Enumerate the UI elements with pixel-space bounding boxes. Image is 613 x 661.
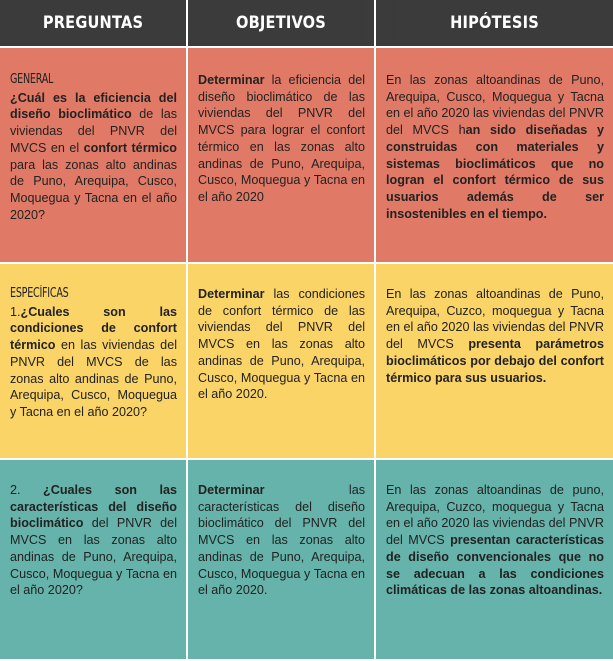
text-segment: En las zonas altoandinas de Puno, Arequipa, Cuzco, moquegua y Tacna en el año 2020 las viviendas del PNVR del MVCS — [386, 287, 604, 352]
text-segment: 1. — [10, 304, 21, 319]
pregunta-text — [0, 264, 186, 427]
text-segment: 2. — [10, 483, 44, 497]
bold-text-segment: Determinar — [198, 483, 265, 497]
header-hipotesis-cell — [376, 0, 613, 48]
bold-text-segment: Determinar — [198, 73, 265, 87]
text-segment: las características del diseño bioclimático del PNVR del MVCS en las zonas alto andinas de Puno, Arequipa, Cusco, Moquegua y Tacna en el año 2020. — [198, 483, 365, 598]
row-especificas-1-pregunta — [0, 264, 188, 460]
bold-text-segment: Determinar — [198, 287, 265, 301]
bold-text-segment: ¿Cuál es la eficiencia del diseño bioclimático — [10, 90, 177, 122]
hipotesis-text — [376, 48, 613, 228]
row-especificas-2-pregunta — [0, 460, 188, 661]
bold-text-segment: ¿Cuales son las condiciones de confort térmico — [10, 304, 177, 353]
text-segment: para las zonas alto andinas de Puno, Arequipa, Cusco, Moquegua y Tacna en el año 2020? — [10, 157, 177, 222]
row-general-pregunta — [0, 48, 188, 264]
bold-text-segment: presenta parámetros bioclimáticos por debajo del confort térmico para sus usuarios. — [386, 337, 604, 385]
text-segment: En las zonas altoandinas de Puno, Arequipa, Cusco, Moquegua y Tacna en el año 2020 las viviendas del PNVR del MVCS h — [386, 73, 604, 138]
objetivo-text — [188, 460, 374, 605]
objetivo-text — [188, 264, 374, 409]
text-segment: la eficiencia del diseño bioclimático de las viviendas del PNVR del MVCS para lograr el confort térmico en las zonas alto andinas de Puno, Arequipa, Cusco, Moquegua y Tacna en el año 2020 — [198, 73, 365, 204]
hipotesis-text — [376, 460, 613, 605]
row-especificas-1-objetivo — [188, 264, 376, 460]
text-segment: del PNVR del MVCS en las zonas alto andinas de Puno, Arequipa, Cusco, Moquegua y Tacna en el año 2020? — [10, 516, 177, 598]
bold-text-segment: presentan características de diseño convencionales que no se adecuan a las condiciones climáticas de las zonas altoandinas. — [386, 533, 604, 598]
text-segment: En las zonas altoandinas de puno, Arequipa, Cuzco, moquegua y Tacna en el año 2020 las viviendas del PNVR del MVCS — [386, 483, 604, 548]
bold-text-segment: an sido diseñadas y construidas con materiales y sistemas bioclimáticos que no logran el confort térmico de sus usuarios además de ser insostenibles en el tiempo. — [386, 123, 604, 221]
bold-text-segment: ¿Cuales son las características del diseño bioclimático — [10, 483, 177, 531]
header-preguntas: PREGUNTAS — [13, 0, 173, 46]
row-general-objetivo — [188, 48, 376, 264]
header-objetivos-cell — [188, 0, 376, 48]
row-especificas-1-hipotesis — [376, 264, 613, 460]
header-hipotesis: HIPÓTESIS — [393, 0, 597, 46]
objetivo-text — [188, 48, 374, 212]
pregunta-text — [0, 460, 186, 605]
bold-text-segment: confort térmico — [83, 140, 177, 155]
header-preguntas-cell — [0, 0, 188, 48]
row-especificas-2-objetivo — [188, 460, 376, 661]
row-label: GENERAL — [10, 72, 54, 87]
row-general-hipotesis — [376, 48, 613, 264]
text-segment: en las viviendas del PNVR del MVCS de las zonas alto andinas de Puno, Arequipa, Cusco, Moquegua y Tacna en el año 2020? — [10, 338, 177, 419]
header-objetivos: OBJETIVOS — [201, 0, 361, 46]
row-label: ESPECÍFICAS — [10, 286, 69, 301]
row-especificas-2-hipotesis — [376, 460, 613, 661]
pregunta-text — [0, 48, 186, 229]
hipotesis-text — [376, 264, 613, 392]
text-segment: las condiciones de confort térmico de las viviendas del PNVR del MVCS en las zonas alto andinas de Puno, Arequipa, Cusco, Moquegua y Tacna en el año 2020. — [198, 287, 365, 402]
text-segment: de las viviendas del PNVR del MVCS en el — [10, 107, 177, 155]
